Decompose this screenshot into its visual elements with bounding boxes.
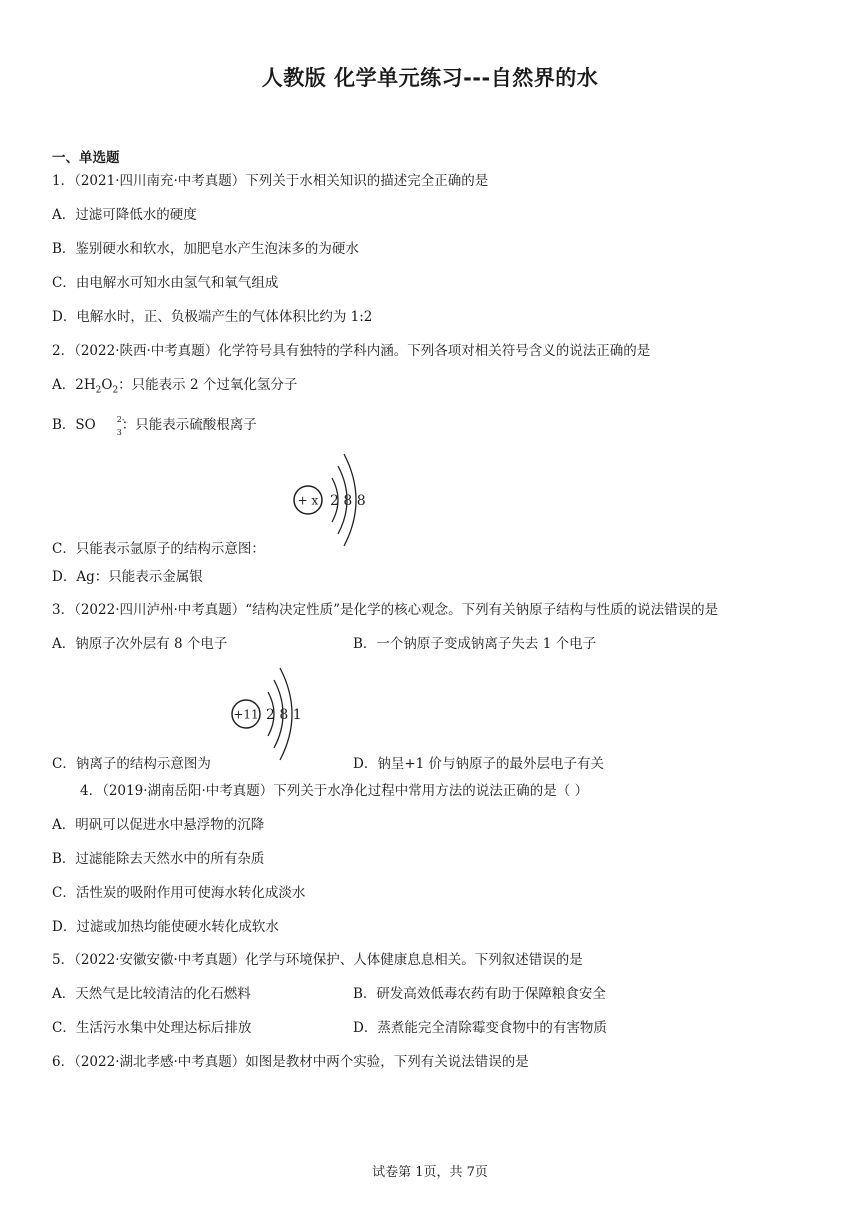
question-5-option-b: B．研发高效低毒农药有助于保障粮食安全	[353, 986, 606, 1002]
question-2-option-d: D．Ag：只能表示金属银	[52, 569, 203, 585]
question-1-option-c: C．由电解水可知水由氢气和氧气组成	[52, 275, 279, 291]
question-2-option-a: A．$2H_2O_2$：只能表示 2 个过氧化氢分子	[52, 377, 298, 396]
question-5-option-a: A．天然气是比较清洁的化石燃料	[52, 986, 251, 1002]
argon-atom-structure-diagram	[288, 450, 378, 550]
question-4-stem: 4．（2019·湖南岳阳·中考真题）下列关于水净化过程中常用方法的说法正确的是（ ）	[80, 783, 589, 799]
question-4-option-b: B．过滤能除去天然水中的所有杂质	[52, 851, 265, 867]
question-3-option-b: B．一个钠原子变成钠离子失去 1 个电子	[353, 636, 597, 652]
question-3-option-c: C．钠离子的结构示意图为	[52, 756, 211, 772]
question-1-option-b: B．鉴别硬水和软水，加肥皂水产生泡沫多的为硬水	[52, 241, 359, 257]
question-3-option-a: A．钠原子次外层有 8 个电子	[52, 636, 228, 652]
question-6-stem: 6．（2022·湖北孝感·中考真题）如图是教材中两个实验，下列有关说法错误的是	[52, 1054, 529, 1070]
question-2-stem: 2．（2022·陕西·中考真题）化学符号具有独特的学科内涵。下列各项对相关符号含义的说法正确的是	[52, 343, 651, 359]
question-5-option-d: D．蒸煮能完全清除霉变食物中的有害物质	[353, 1020, 607, 1036]
question-3-stem: 3．（2022·四川泸州·中考真题）“结构决定性质”是化学的核心观念。下列有关钠原子结构与性质的说法错误的是	[52, 602, 719, 618]
question-1-option-a: A．过滤可降低水的硬度	[52, 207, 197, 223]
question-5-stem: 5．（2022·安徽安徽·中考真题）化学与环境保护、人体健康息息相关。下列叙述错误的是	[52, 952, 583, 968]
question-1-option-d: D．电解水时，正、负极端产生的气体体积比约为 1:2	[52, 309, 373, 325]
page-footer: 试卷第 1页，共 7页	[372, 1165, 488, 1180]
section-heading: 一、单选题	[52, 150, 120, 166]
electron-shell-counts: 2 8 8	[330, 493, 366, 509]
question-3-option-d: D．钠呈+1 价与钠原子的最外层电子有关	[353, 756, 605, 772]
question-2-option-b: B．SO 2- 3 ：只能表示硫酸根离子	[52, 415, 257, 437]
question-4-option-c: C．活性炭的吸附作用可使海水转化成淡水	[52, 885, 306, 901]
electron-shell-counts: 2 8 1	[266, 707, 302, 723]
question-5-option-c: C．生活污水集中处理达标后排放	[52, 1020, 252, 1036]
nucleus-label: + x	[297, 493, 319, 508]
sodium-ion-structure-diagram	[226, 662, 316, 762]
question-1-stem: 1．（2021·四川南充·中考真题）下列关于水相关知识的描述完全正确的是	[52, 173, 489, 189]
nucleus-label: +11	[233, 707, 259, 722]
question-2-option-c: C．只能表示氩原子的结构示意图：	[52, 541, 265, 557]
page-title: 人教版 化学单元练习---自然界的水	[261, 66, 599, 90]
question-4-option-a: A．明矾可以促进水中悬浮物的沉降	[52, 817, 265, 833]
question-4-option-d: D．过滤或加热均能使硬水转化成软水	[52, 919, 279, 935]
